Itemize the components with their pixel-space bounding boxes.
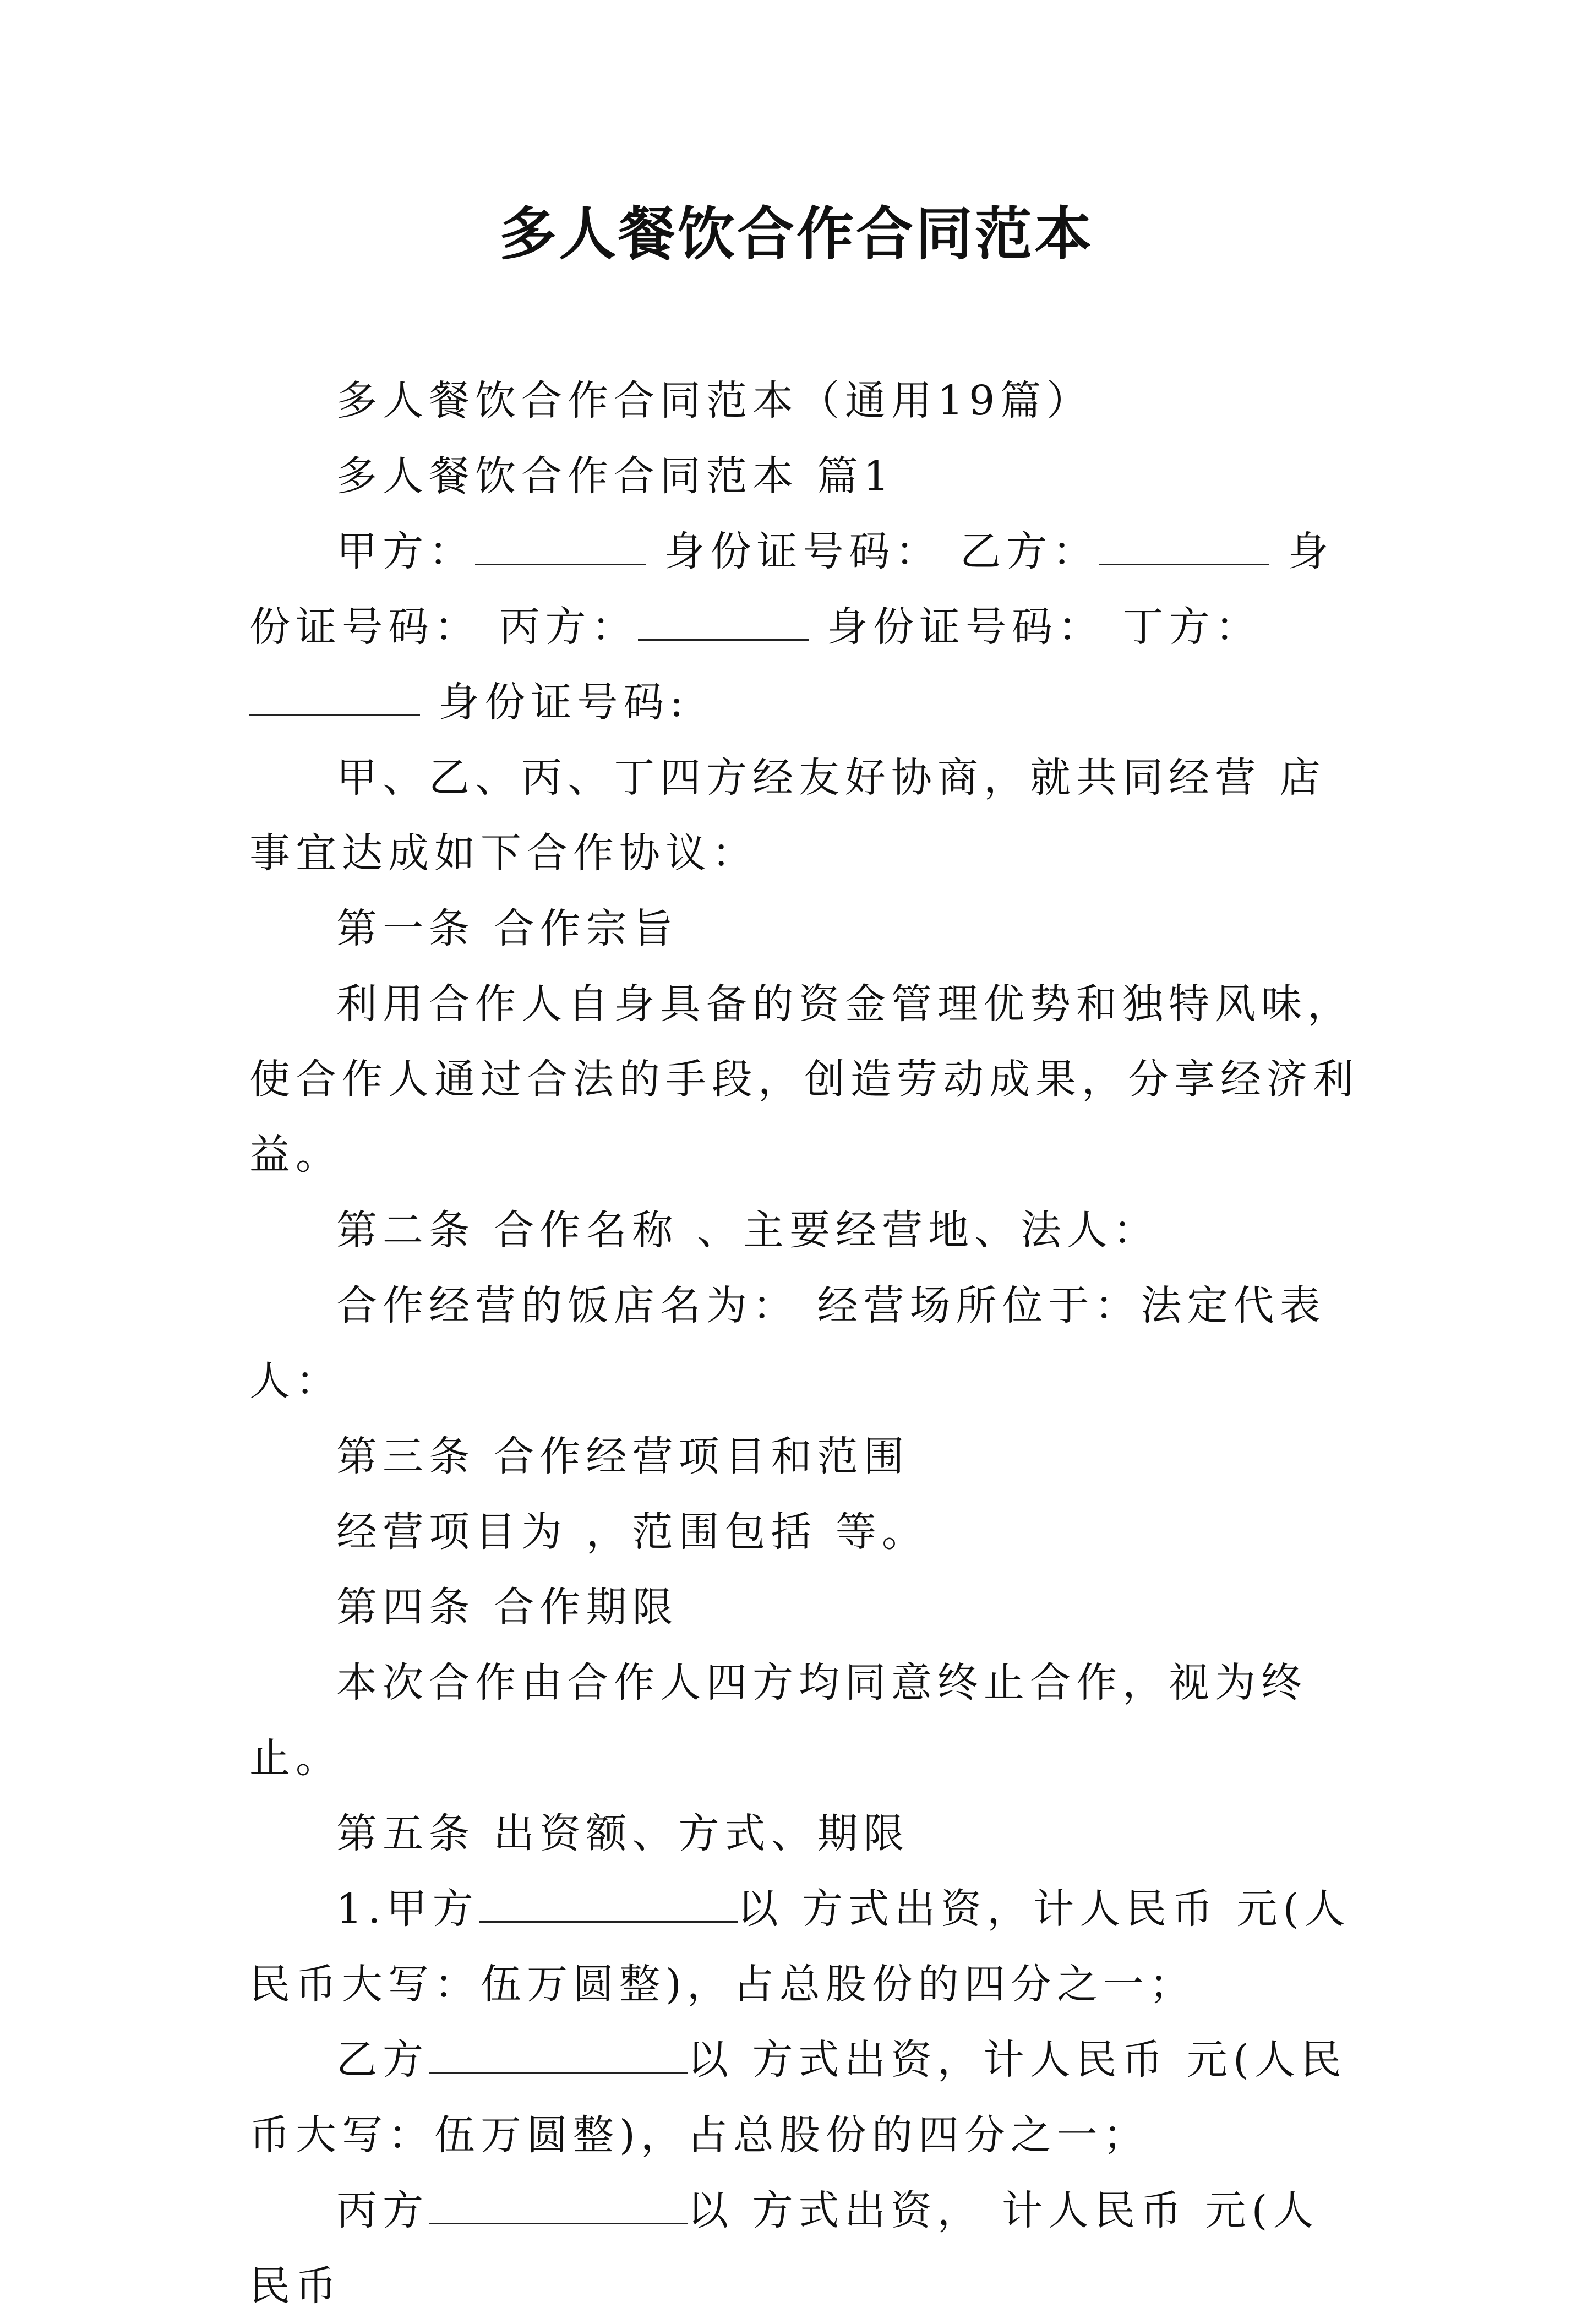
party-c-contribution-label: 丙方 (336, 2187, 429, 2234)
article-4-text: 本次合作由合作人四方均同意终止合作，视为终止。 (249, 1659, 1307, 1782)
article-5-heading: 第五条 出资额、方式、期限 (336, 1810, 910, 1857)
party-c-contribution-blank (429, 2190, 688, 2224)
party-a-contribution-text: 以 方式出资，计人民币 元(人民币大写：伍万圆整)，占总股份的四分之一； (249, 1885, 1351, 2008)
article-1-text: 利用合作人自身具备的资金管理优势和独特风味，使合作人通过合法的手段，创造劳动成果，分享经济利益。 (249, 980, 1359, 1179)
party-b-contribution-text: 以 方式出资，计人民币 元(人民币大写：伍万圆整)，占总股份的四分之一； (249, 2036, 1347, 2159)
party-b-contribution-label: 乙方 (336, 2036, 429, 2083)
party-a-contribution-blank (479, 1888, 738, 1923)
section-heading: 多人餐饮合作合同范本 篇1 (336, 452, 895, 500)
party-a-blank (475, 531, 646, 565)
article-3-text: 经营项目为 ，范围包括 等。 (336, 1508, 929, 1556)
article-3-heading: 第三条 合作经营项目和范围 (336, 1433, 910, 1480)
document-body (249, 363, 1361, 2324)
article-2-text: 合作经营的饭店名为： 经营场所位于：法定代表人： (249, 1282, 1326, 1405)
party-b-label: 身份证号码： 乙方： (646, 528, 1099, 575)
party-a-contribution (249, 1872, 1361, 2022)
article-1-heading: 第一条 合作宗旨 (336, 905, 679, 952)
party-b-contribution-blank (429, 2039, 688, 2074)
party-a-label: 甲方： (336, 528, 475, 575)
article-2-heading: 第二条 合作名称 、主要经营地、法人： (336, 1207, 1160, 1254)
party-d-blank (249, 681, 420, 716)
article-4-heading: 第四条 合作期限 (336, 1584, 679, 1631)
party-b-contribution (249, 2022, 1361, 2173)
agreement-intro: 甲、乙、丙、丁四方经友好协商，就共同经营 店事宜达成如下合作协议： (249, 754, 1326, 877)
party-c-contribution-text: 以 方式出资， 计人民币 元(人民币 (249, 2187, 1319, 2310)
party-d-id-label: 身份证号码: (420, 679, 689, 726)
parties-paragraph (249, 514, 1361, 740)
party-c-blank (638, 606, 809, 641)
party-b-blank (1099, 531, 1269, 565)
document-title: 多人餐饮合作合同范本 (499, 200, 1094, 268)
subtitle-line: 多人餐饮合作合同范本（通用19篇） (336, 377, 1093, 424)
party-c-label: 身份证号码： 丙方： (249, 528, 1334, 651)
party-c-contribution (249, 2173, 1361, 2324)
party-d-label: 身份证号码： 丁方： (808, 603, 1262, 651)
party-a-contribution-label: 1.甲方 (336, 1885, 479, 1933)
